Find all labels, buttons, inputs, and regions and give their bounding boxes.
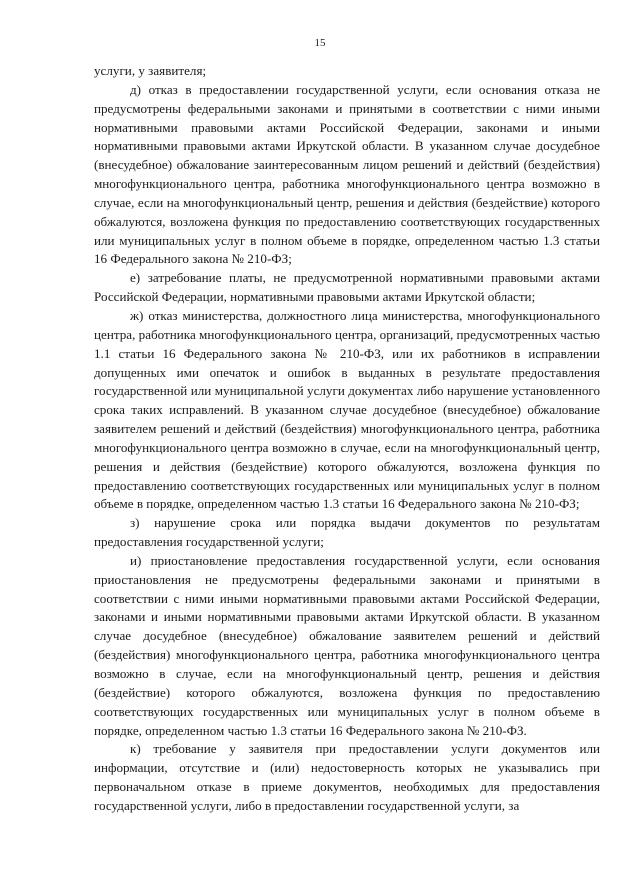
paragraph-item-zh: ж) отказ министерства, должностного лица министерства, многофункционального центра, работника многофункционального центра, организаций, предусмотренных частью 1.1 статьи 16 Федерального закона № 210-ФЗ, или их работников в исправлении допущенных ими опечаток и ошибок в выданных в результате предоставления государственной или муниципальной услуги документах либо нарушение установленного срока таких исправлений. В указанном случае досудебное (внесудебное) обжалование заявителем решений и действий (бездействия) многофункционального центра, работника многофункционального центра возможно в случае, если на многофункциональный центр, решения и действия (бездействие) которого обжалуются, возложена функция по предоставлению соответствующих государственных или муниципальных услуг в полном объеме в порядке, определенном частью 1.3 статьи 16 Федерального закона № 210-ФЗ; [94, 307, 600, 512]
page-number: 15 [314, 37, 326, 49]
paragraph-item-k: к) требование у заявителя при предоставлении услуги документов или информации, отсутствие и (или) недостоверность которых не указывались при первоначальном отказе в приеме документов, необходимых для предоставления государственной услуги, либо в предоставлении государственной услуги, за [94, 741, 600, 813]
paragraph-continuation: услуги, у заявителя; [94, 63, 207, 78]
paragraph-item-i: и) приостановление предоставления государственной услуги, если основания приостановления не предусмотрены федеральными законами и принятыми в соответствии с ними иными нормативными правовыми актами Российской Федерации, законами и иными нормативными правовыми актами Иркутской области. В указанном случае досудебное (внесудебное) обжалование заявителем решений и действий (бездействия) многофункционального центра, работника многофункционального центра возможно в случае, если на многофункциональный центр, решения и действия (бездействие) которого обжалуются, возложена функция по предоставлению соответствующих государственных или муниципальных услуг в полном объеме в порядке, определенном частью 1.3 статьи 16 Федерального закона № 210-ФЗ. [94, 552, 600, 738]
document-body [94, 62, 600, 816]
paragraph-item-e: е) затребование платы, не предусмотренной нормативными правовыми актами Российской Федерации, нормативными правовыми актами Иркутской области; [94, 270, 600, 305]
paragraph-item-z: з) нарушение срока или порядка выдачи документов по результатам предоставления государственной услуги; [94, 515, 600, 550]
paragraph-item-d: д) отказ в предоставлении государственной услуги, если основания отказа не предусмотрены федеральными законами и принятыми в соответствии с ними иными нормативными правовыми актами Российской Федерации, законами и иными нормативными правовыми актами Иркутской области. В указанном случае досудебное (внесудебное) обжалование заинтересованным лицом решений и действий (бездействия) многофункционального центра, работника многофункционального центра возможно в случае, если на многофункциональный центр, решения и действия (бездействие) которого обжалуются, возложена функция по предоставлению соответствующих государственных или муниципальных услуг в полном объеме в порядке, определенном частью 1.3 статьи 16 Федерального закона № 210-ФЗ; [94, 81, 600, 267]
